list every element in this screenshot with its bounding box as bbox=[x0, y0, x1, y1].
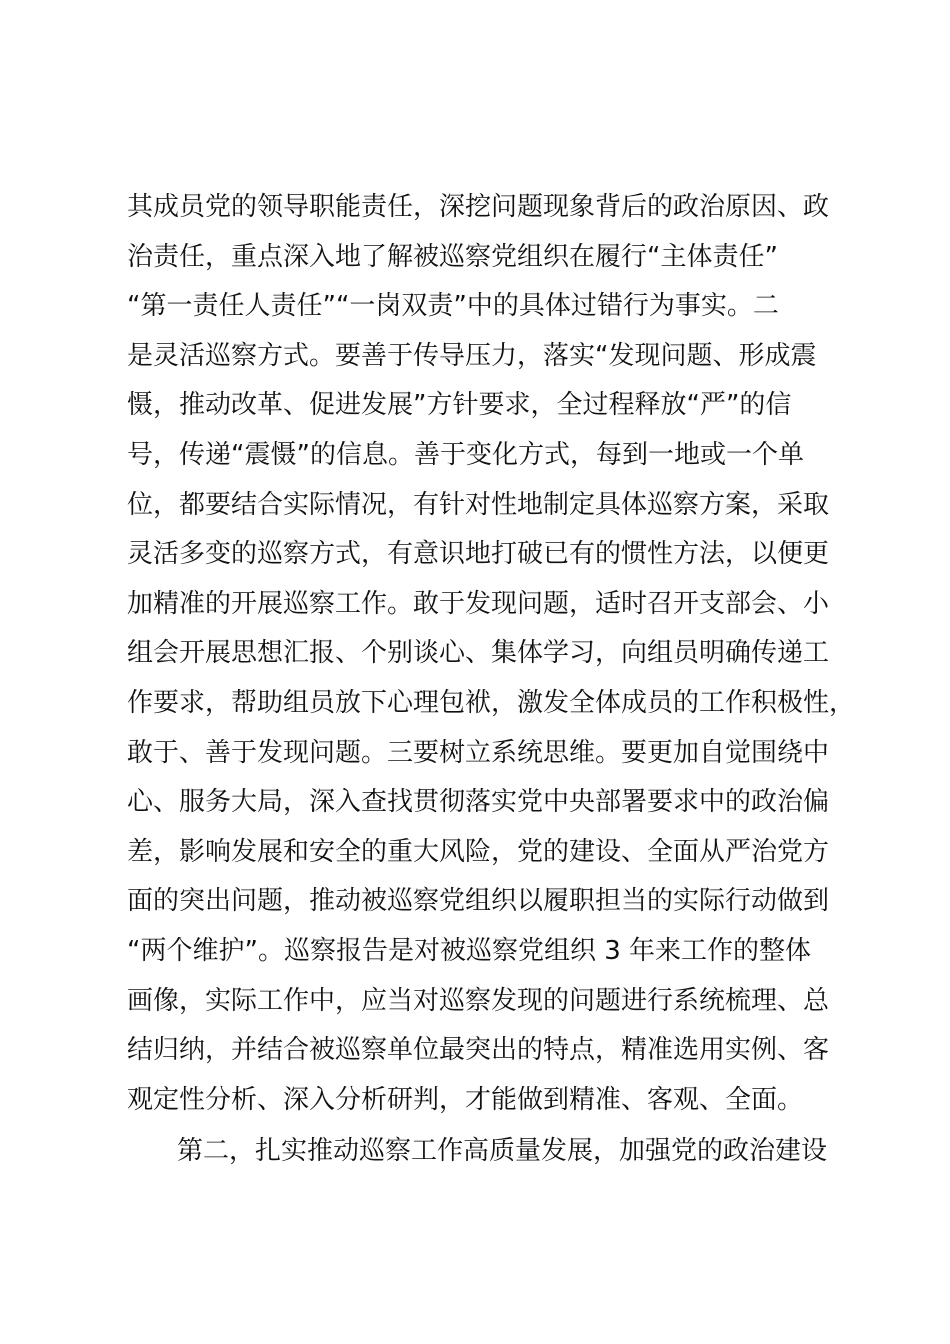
paragraph-2-first-line: 第二，扎实推动巡察工作高质量发展，加强党的政治建设 bbox=[177, 1136, 828, 1167]
text-line-18: 结归纳，并结合被巡察单位最突出的特点，精准选用实例、客 bbox=[127, 1035, 830, 1066]
text-line-14: 差，影响发展和安全的重大风险，党的建设、全面从严治党方 bbox=[127, 836, 830, 867]
text-line-16: “两个维护”。巡察报告是对被巡察党组织 3 年来工作的整体 bbox=[127, 935, 812, 966]
text-line-12: 敢于、善于发现问题。三要树立系统思维。要更加自觉围绕中 bbox=[127, 737, 830, 768]
text-line-5: 慑，推动改革、促进发展”方针要求，全过程释放“严”的信 bbox=[127, 390, 792, 421]
text-line-15: 面的突出问题，推动被巡察党组织以履职担当的实际行动做到 bbox=[127, 886, 830, 917]
text-line-9: 加精准的开展巡察工作。敢于发现问题，适时召开支部会、小 bbox=[127, 588, 830, 619]
text-line-11: 作要求，帮助组员放下心理包袱，激发全体成员的工作积极性， bbox=[127, 687, 856, 718]
text-line-7: 位，都要结合实际情况，有针对性地制定具体巡察方案，采取 bbox=[127, 489, 830, 520]
text-line-1: 其成员党的领导职能责任，深挖问题现象背后的政治原因、政 bbox=[127, 192, 830, 222]
body-text bbox=[127, 183, 857, 1177]
text-line-6: 号，传递“震慑”的信息。善于变化方式，每到一地或一个单 bbox=[127, 439, 804, 470]
text-line-19: 观定性分析、深入分析研判，才能做到精准、客观、全面。 bbox=[127, 1084, 804, 1115]
text-line-17: 画像，实际工作中，应当对巡察发现的问题进行系统梳理、总 bbox=[127, 985, 830, 1016]
text-line-3: “第一责任人责任”“一岗双责”中的具体过错行为事实。二 bbox=[127, 291, 779, 322]
text-line-4: 是灵活巡察方式。要善于传导压力，落实“发现问题、形成震 bbox=[127, 340, 817, 371]
text-line-2: 治责任，重点深入地了解被巡察党组织在履行“主体责任” bbox=[127, 241, 778, 272]
text-line-10: 组会开展思想汇报、个别谈心、集体学习，向组员明确传递工 bbox=[127, 638, 830, 669]
text-line-13: 心、服务大局，深入查找贯彻落实党中央部署要求中的政治偏 bbox=[127, 787, 830, 818]
text-line-8: 灵活多变的巡察方式，有意识地打破已有的惯性方法，以便更 bbox=[127, 539, 830, 570]
